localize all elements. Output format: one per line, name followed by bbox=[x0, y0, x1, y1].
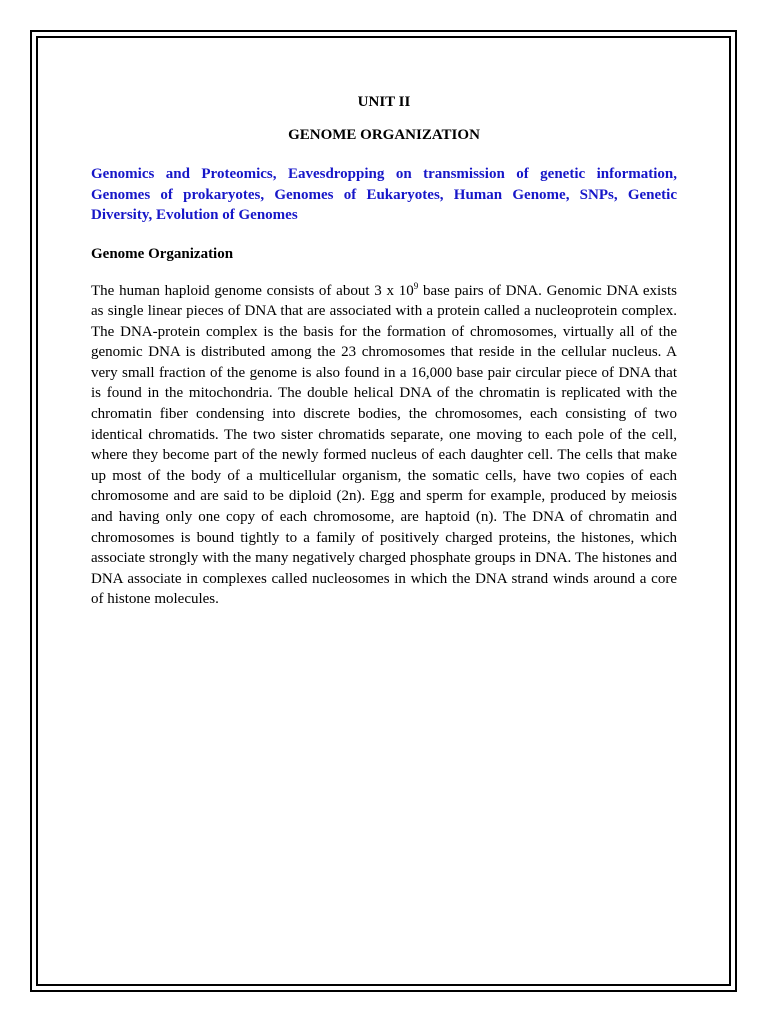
exponent-superscript: 9 bbox=[413, 280, 419, 291]
paragraph-text-start: The human haploid genome consists of about 3 x 10 bbox=[91, 282, 414, 299]
paragraph-text-rest: base pairs of DNA. Genomic DNA exists as single linear pieces of DNA that are associated with a protein called a nucleoprotein complex. The DNA-protein complex is the basis for the formation of chromosomes, virtually all of the genomic DNA is distributed among the 23 chromosomes that reside in the cellular nucleus. A very small fraction of the genome is also found in a 16,000 base pair circular piece of DNA that is found in the mitochondria. The double helical DNA of the chromatin is replicated with the chromatin fiber condensing into discrete bodies, the chromosomes, each consisting of two identical chromatids. The two sister chromatids separate, one moving to each pole of the cell, where they become part of the newly formed nucleus of each daughter cell. The cells that make up most of the body of a multicellular organism, the somatic cells, have two copies of each chromosome and are said to be diploid (2n). Egg and sperm for example, produced by meiosis and having only one copy of each chromosome, are haptoid (n). The DNA of chromatin and chromosomes is bound tightly to a family of positively charged proteins, the histones, which associate strongly with the many negatively charged phosphate groups in DNA. The histones and DNA associate in complexes called nucleosomes in which the DNA strand winds around a core of histone molecules. bbox=[91, 282, 677, 608]
document-content bbox=[91, 88, 677, 610]
body-paragraph bbox=[91, 281, 677, 611]
page-title: GENOME ORGANIZATION bbox=[288, 127, 480, 143]
section-heading: Genome Organization bbox=[91, 245, 234, 262]
topics-list: Genomics and Proteomics, Eavesdropping on transmission of genetic information, Genomes of prokaryotes, Genomes of Eukaryotes, Human Genome, SNPs, Genetic Diversity, Evolution of Genomes bbox=[91, 166, 677, 223]
unit-heading: UNIT II bbox=[357, 94, 411, 110]
